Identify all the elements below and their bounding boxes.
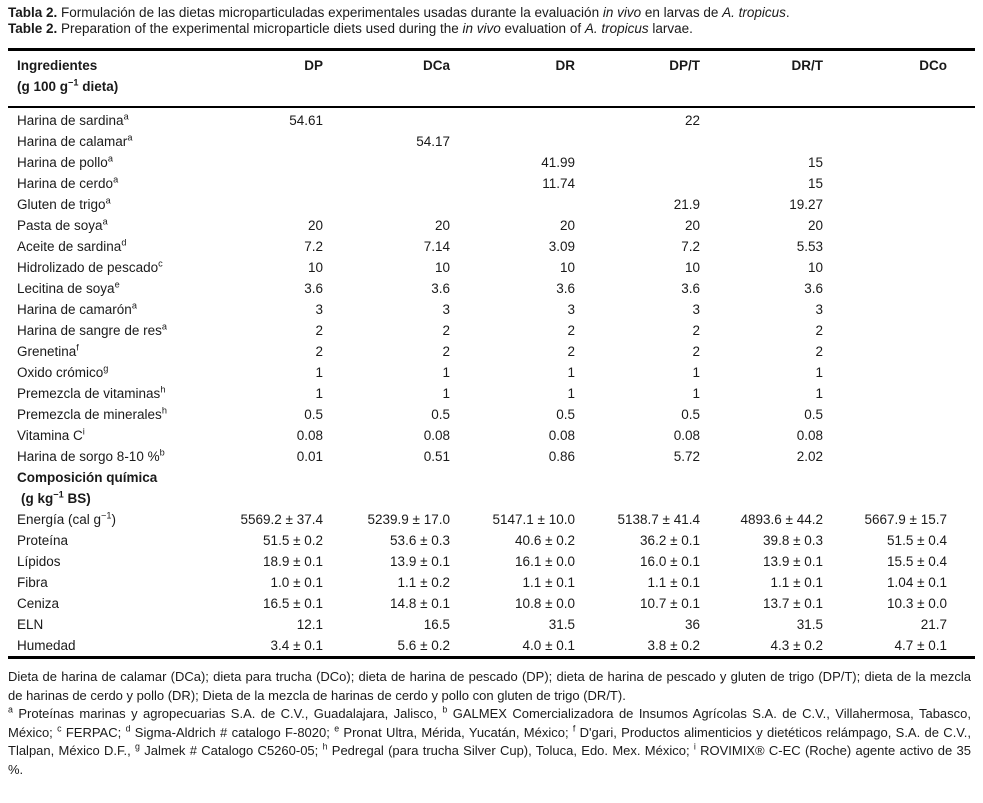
table-row: [8, 152, 975, 173]
value-cell: 39.8 ± 0.3: [763, 533, 823, 548]
value-cell: [823, 320, 975, 341]
value-cell: 10.7 ± 0.1: [640, 596, 700, 611]
value-cell: 3.6: [304, 281, 323, 296]
value-cell: 3.6: [431, 281, 450, 296]
value-cell: 10: [684, 260, 700, 275]
value-cell: [323, 107, 450, 131]
value-cell: 1: [442, 365, 450, 380]
diet-formulation-table: [8, 48, 975, 659]
diet-column-header: DP/T: [669, 58, 700, 73]
row-label: [8, 215, 198, 236]
value-cell: [823, 362, 975, 383]
row-label: [8, 467, 198, 509]
caption-english: Table 2. Preparation of the experimental microparticle diets used during the in vivo evaluation of A. tropicus larvae.: [8, 21, 693, 36]
value-cell: [823, 278, 975, 299]
value-cell: 3: [442, 302, 450, 317]
value-cell: 5.6 ± 0.2: [397, 638, 450, 653]
header-row: [8, 50, 975, 108]
value-cell: 2: [567, 344, 575, 359]
label-line: Harina de camarón$^a$: [17, 300, 137, 317]
row-label: [8, 107, 198, 131]
label-line: ELN: [17, 617, 44, 632]
value-cell: [823, 446, 975, 467]
value-cell: 5239.9 ± 17.0: [367, 512, 450, 527]
value-cell: 54.61: [289, 113, 323, 128]
value-cell: 2: [815, 323, 823, 338]
label-line: Ingredientes: [17, 58, 98, 73]
value-cell: 3: [692, 302, 700, 317]
row-label: [8, 593, 198, 614]
value-cell: [823, 152, 975, 173]
table-row: [8, 131, 975, 152]
table-row: [8, 635, 975, 658]
row-label: [8, 572, 198, 593]
table-row: [8, 572, 975, 593]
value-cell: [823, 173, 975, 194]
value-cell: 53.6 ± 0.3: [390, 533, 450, 548]
value-cell: [575, 131, 700, 152]
value-cell: 3: [815, 302, 823, 317]
value-cell: [700, 107, 823, 131]
label-line: Fibra: [17, 575, 48, 590]
label-line: Energía (cal $g^{-1}$): [17, 510, 117, 527]
value-cell: [575, 152, 700, 173]
label-line: Premezcla de minerales$^h$: [17, 405, 167, 422]
value-cell: 5.72: [673, 449, 700, 464]
diet-column-header: DCo: [919, 58, 947, 73]
table-row: [8, 551, 975, 572]
value-cell: 1: [567, 365, 575, 380]
label-line: Aceite de sardina$^d$: [17, 237, 127, 254]
row-label: [8, 236, 198, 257]
value-cell: 11.74: [542, 176, 575, 191]
value-cell: 36: [684, 617, 700, 632]
table-row: [8, 446, 975, 467]
row-label: [8, 299, 198, 320]
value-cell: 1: [315, 365, 323, 380]
value-cell: 3: [315, 302, 323, 317]
value-cell: 1: [815, 365, 823, 380]
value-cell: 5667.9 ± 15.7: [864, 512, 947, 527]
table-row: [8, 593, 975, 614]
value-cell: 20: [434, 218, 450, 233]
value-cell: 19.27: [789, 197, 823, 212]
value-cell: 2: [315, 323, 323, 338]
caption-spanish: Tabla 2. Formulación de las dietas microparticuladas experimentales usadas durante la evaluación in vivo en larvas de A. tropicus.: [8, 5, 790, 20]
value-cell: [823, 404, 975, 425]
table-row: [8, 425, 975, 446]
value-cell: [823, 467, 975, 509]
value-cell: [823, 236, 975, 257]
value-cell: 1: [815, 386, 823, 401]
row-label: [8, 446, 198, 467]
value-cell: 1.1 ± 0.1: [522, 575, 575, 590]
value-cell: 2: [815, 344, 823, 359]
value-cell: 10: [434, 260, 450, 275]
value-cell: 15.5 ± 0.4: [887, 554, 947, 569]
label-line: Gluten de trigo$^a$: [17, 195, 111, 212]
value-cell: 13.9 ± 0.1: [763, 554, 823, 569]
label-line: Composición química: [17, 470, 158, 485]
value-cell: 1: [567, 386, 575, 401]
ingredients-column-header: [8, 50, 198, 108]
value-cell: 2: [442, 344, 450, 359]
value-cell: 3.6: [681, 281, 700, 296]
value-cell: 2.02: [796, 449, 823, 464]
table-row: [8, 509, 975, 530]
label-line: Pasta de soya$^a$: [17, 216, 108, 233]
label-line: Harina de pollo$^a$: [17, 153, 113, 170]
value-cell: 16.0 ± 0.1: [640, 554, 700, 569]
value-cell: 20: [684, 218, 700, 233]
value-cell: [823, 299, 975, 320]
value-cell: 7.14: [423, 239, 450, 254]
value-cell: 16.5: [423, 617, 450, 632]
value-cell: 4.3 ± 0.2: [770, 638, 823, 653]
value-cell: 21.9: [673, 197, 700, 212]
value-cell: 1: [692, 386, 700, 401]
value-cell: 2: [692, 323, 700, 338]
value-cell: 3.4 ± 0.1: [270, 638, 323, 653]
value-cell: [575, 467, 700, 509]
row-label: [8, 383, 198, 404]
value-cell: 7.2: [304, 239, 323, 254]
value-cell: 1.1 ± 0.2: [397, 575, 450, 590]
value-cell: 1.04 ± 0.1: [887, 575, 947, 590]
label-line: Lecitina de soya$^e$: [17, 279, 120, 296]
value-cell: [823, 107, 975, 131]
row-label: [8, 257, 198, 278]
value-cell: 4.7 ± 0.1: [894, 638, 947, 653]
label-line: Ceniza: [17, 596, 60, 611]
label-line: Vitamina $C^i$: [17, 426, 85, 443]
value-cell: 20: [559, 218, 575, 233]
value-cell: 1.1 ± 0.1: [770, 575, 823, 590]
table-row: [8, 278, 975, 299]
value-cell: 7.2: [681, 239, 700, 254]
value-cell: 0.51: [423, 449, 450, 464]
value-cell: 5138.7 ± 41.4: [617, 512, 700, 527]
value-cell: [700, 131, 823, 152]
value-cell: 2: [315, 344, 323, 359]
value-cell: 4893.6 ± 44.2: [740, 512, 823, 527]
value-cell: 5.53: [796, 239, 823, 254]
value-cell: 1.1 ± 0.1: [647, 575, 700, 590]
row-label: [8, 320, 198, 341]
value-cell: 10: [559, 260, 575, 275]
value-cell: [323, 467, 450, 509]
table-header: [8, 50, 975, 108]
value-cell: 20: [807, 218, 823, 233]
diet-column-header: DP: [304, 58, 323, 73]
row-label: [8, 194, 198, 215]
value-cell: [823, 383, 975, 404]
value-cell: [450, 194, 575, 215]
footnotes: [8, 668, 971, 779]
value-cell: 40.6 ± 0.2: [515, 533, 575, 548]
label-line: Grenetina$^f$: [17, 342, 79, 359]
footnote-ingredient-sources: $^a$ Proteínas marinas y agropecuarias S.A. de C.V., Guadalajara, Jalisco, $^b$ GALMEX Comercializadora de Insumos Agrícolas S.A. de C.V., Villahermosa, Tabasco, México; $^c$ FERPAC; $^d$ Sigma-Aldrich # catalogo F-8020; $^e$ Pronat Ultra, Mérida, Yucatán, México; $^f$ D'gari, Productos alimenticios y dietéticos relámpago, S.A. de C.V., Tlalpan, México D.F., $^g$ Jalmek # Catalogo C5260-05; $^h$ Pedregal (para trucha Silver Cup), Toluca, Edo. Mex. México; $^i$ ROVIMIX® C-EC (Roche) agente activo de 35 %.: [8, 704, 972, 777]
row-label: [8, 425, 198, 446]
table-row: [8, 257, 975, 278]
value-cell: 0.01: [296, 449, 323, 464]
table-caption: [8, 5, 975, 37]
value-cell: [450, 131, 575, 152]
value-cell: [450, 467, 575, 509]
row-label: [8, 509, 198, 530]
row-label: [8, 341, 198, 362]
value-cell: 3.6: [804, 281, 823, 296]
row-label: [8, 173, 198, 194]
label-line: Proteína: [17, 533, 69, 548]
value-cell: 13.9 ± 0.1: [390, 554, 450, 569]
value-cell: [823, 341, 975, 362]
value-cell: 1: [692, 365, 700, 380]
value-cell: 3.6: [556, 281, 575, 296]
value-cell: 13.7 ± 0.1: [763, 596, 823, 611]
value-cell: 10: [807, 260, 823, 275]
table-row: [8, 404, 975, 425]
footnote-diet-codes: Dieta de harina de calamar (DCa); dieta para trucha (DCo); dieta de harina de pescado (DP); dieta de harina de pescado y gluten de trigo (DP/T); dieta de la mezcla de harinas de cerdo y pollo (DR); Dieta de la mezcla de harinas de cerdo y pollo con gluten de trigo (DR/T).: [8, 669, 971, 703]
value-cell: 4.0 ± 0.1: [522, 638, 575, 653]
value-cell: 31.5: [548, 617, 575, 632]
value-cell: 2: [567, 323, 575, 338]
label-line: Hidrolizado de pescado$^c$: [17, 258, 163, 275]
value-cell: [198, 194, 323, 215]
diet-column-header: DCa: [422, 58, 450, 73]
diet-column-header: DR/T: [791, 58, 823, 73]
value-cell: [198, 131, 323, 152]
row-label: [8, 614, 198, 635]
row-label: [8, 152, 198, 173]
value-cell: 1: [442, 386, 450, 401]
table-row: [8, 320, 975, 341]
value-cell: 1: [315, 386, 323, 401]
label-line: (g 100 $g^{-1}$ dieta): [17, 77, 119, 94]
value-cell: 0.08: [296, 428, 323, 443]
table-row: [8, 530, 975, 551]
value-cell: 2: [442, 323, 450, 338]
table-row: [8, 614, 975, 635]
value-cell: 36.2 ± 0.1: [640, 533, 700, 548]
value-cell: 14.8 ± 0.1: [390, 596, 450, 611]
table-row: [8, 383, 975, 404]
table-row: [8, 299, 975, 320]
row-label: [8, 278, 198, 299]
value-cell: [575, 173, 700, 194]
diet-column-header: DR: [555, 58, 575, 73]
value-cell: [823, 425, 975, 446]
value-cell: 0.08: [423, 428, 450, 443]
value-cell: 12.1: [296, 617, 323, 632]
row-label: [8, 530, 198, 551]
value-cell: [323, 173, 450, 194]
table-row: [8, 194, 975, 215]
label-line: Premezcla de vitaminas$^h$: [17, 384, 166, 401]
value-cell: 10.3 ± 0.0: [887, 596, 947, 611]
value-cell: [198, 152, 323, 173]
value-cell: 20: [307, 218, 323, 233]
section-header-row: [8, 467, 975, 509]
row-label: [8, 131, 198, 152]
label-line: Harina de cerdo$^a$: [17, 174, 119, 191]
label-line: Harina de sangre de res$^a$: [17, 321, 167, 338]
value-cell: 0.86: [548, 449, 575, 464]
value-cell: 51.5 ± 0.4: [887, 533, 947, 548]
value-cell: [323, 194, 450, 215]
value-cell: [450, 107, 575, 131]
value-cell: [823, 257, 975, 278]
label-line: Humedad: [17, 638, 76, 653]
value-cell: [323, 152, 450, 173]
row-label: [8, 404, 198, 425]
value-cell: 5569.2 ± 37.4: [240, 512, 323, 527]
label-line: Lípidos: [17, 554, 61, 569]
value-cell: [198, 173, 323, 194]
value-cell: 3.8 ± 0.2: [647, 638, 700, 653]
value-cell: 15: [807, 176, 823, 191]
label-line: Harina de sorgo 8-10 %$^b$: [17, 447, 165, 464]
table-row: [8, 107, 975, 131]
value-cell: 0.5: [681, 407, 700, 422]
value-cell: 2: [692, 344, 700, 359]
value-cell: 1.0 ± 0.1: [270, 575, 323, 590]
value-cell: 10.8 ± 0.0: [515, 596, 575, 611]
table-body: [8, 107, 975, 658]
value-cell: 0.5: [431, 407, 450, 422]
value-cell: 10: [307, 260, 323, 275]
value-cell: 16.5 ± 0.1: [263, 596, 323, 611]
table-row: [8, 362, 975, 383]
value-cell: 51.5 ± 0.2: [263, 533, 323, 548]
label-line: Harina de calamar$^a$: [17, 132, 133, 149]
value-cell: 0.5: [556, 407, 575, 422]
value-cell: 22: [684, 113, 700, 128]
value-cell: 0.08: [548, 428, 575, 443]
table-row: [8, 215, 975, 236]
value-cell: 21.7: [920, 617, 947, 632]
value-cell: [823, 215, 975, 236]
label-line: Harina de sardina$^a$: [17, 111, 129, 128]
label-line: Oxido crómico$^g$: [17, 363, 109, 380]
table-row: [8, 173, 975, 194]
label-line: (g $kg^{-1}$ BS): [21, 489, 91, 506]
value-cell: [823, 194, 975, 215]
value-cell: 41.99: [541, 155, 575, 170]
table-row: [8, 236, 975, 257]
table-row: [8, 341, 975, 362]
value-cell: 16.1 ± 0.0: [515, 554, 575, 569]
value-cell: 54.17: [416, 134, 450, 149]
value-cell: 5147.1 ± 10.0: [492, 512, 575, 527]
value-cell: 18.9 ± 0.1: [263, 554, 323, 569]
value-cell: 15: [807, 155, 823, 170]
value-cell: [198, 467, 323, 509]
value-cell: 0.08: [796, 428, 823, 443]
value-cell: 0.08: [673, 428, 700, 443]
row-label: [8, 362, 198, 383]
value-cell: 0.5: [804, 407, 823, 422]
value-cell: [700, 467, 823, 509]
value-cell: 3: [567, 302, 575, 317]
row-label: [8, 635, 198, 658]
row-label: [8, 551, 198, 572]
value-cell: 31.5: [796, 617, 823, 632]
value-cell: 0.5: [304, 407, 323, 422]
value-cell: 3.09: [548, 239, 575, 254]
value-cell: [823, 131, 975, 152]
